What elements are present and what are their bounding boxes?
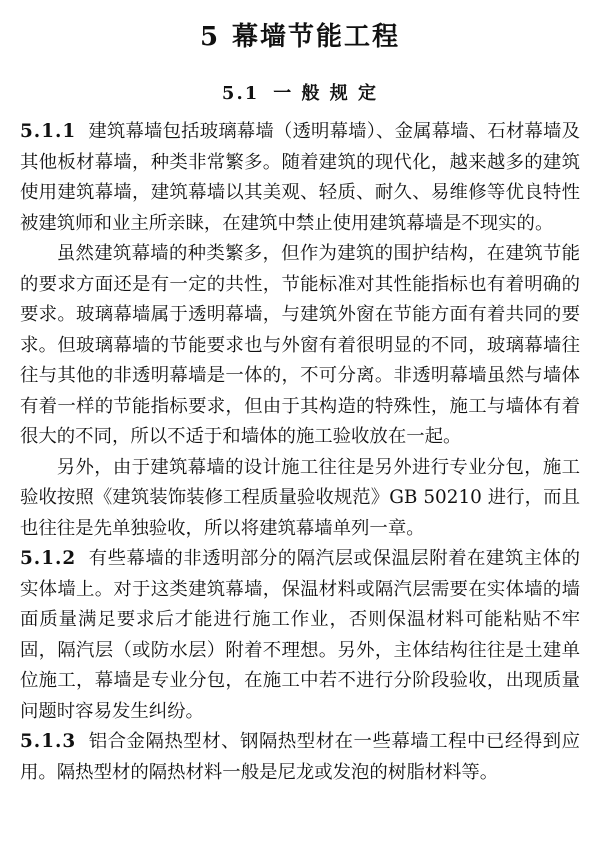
paragraph-text: 虽然建筑幕墙的种类繁多，但作为建筑的围护结构，在建筑节能的要求方面还是有一定的共性，节能标准对其性能指标也有着明确的要求。玻璃幕墙属于透明幕墙，与建筑外窗在节能方面有着共同的要求。但玻璃幕墙的节能要求也与外窗有着很明显的不同，玻璃幕墙往往与其他的非透明幕墙是一体的，不可分离。非透明幕墙虽然与墙体有着一样的节能指标要求，但由于其构造的特殊性，施工与墙体有着很大的不同，所以不适于和墙体的施工验收放在一起。: [20, 243, 580, 447]
clause-text: 建筑幕墙包括玻璃幕墙（透明幕墙）、金属幕墙、石材幕墙及其他板材幕墙，种类非常繁多。随着建筑的现代化，越来越多的建筑使用建筑幕墙，建筑幕墙以其美观、轻质、耐久、易维修等优良特性被建筑师和业主所亲睐，在建筑中禁止使用建筑幕墙是不现实的。: [20, 121, 580, 234]
section-number: 5.1: [221, 83, 260, 104]
clause-text: 铝合金隔热型材、钢隔热型材在一些幕墙工程中已经得到应用。隔热型材的隔热材料一般是尼龙或发泡的树脂材料等。: [20, 731, 580, 783]
clause-5-1-1-paragraph-2: [20, 239, 580, 453]
chapter-title: [20, 18, 580, 56]
section-title-text: 一 般 规 定: [273, 83, 379, 104]
chapter-title-text: 幕墙节能工程: [232, 22, 401, 52]
clause-5-1-1-paragraph-3: [20, 453, 580, 545]
chapter-number: 5: [199, 22, 221, 52]
clause-text: 有些幕墙的非透明部分的隔汽层或保温层附着在建筑主体的实体墙上。对于这类建筑幕墙，保温材料或隔汽层需要在实体墙的墙面质量满足要求后才能进行施工作业，否则保温材料可能粘贴不牢固，隔汽层（或防水层）附着不理想。另外，主体结构往往是土建单位施工，幕墙是专业分包，在施工中若不进行分阶段验收，出现质量问题时容易发生纠纷。: [20, 548, 580, 722]
section-title: [20, 79, 580, 109]
clause-5-1-3: [20, 727, 580, 788]
paragraph-text: 另外，由于建筑幕墙的设计施工往往是另外进行专业分包，施工验收按照《建筑装饰装修工程质量验收规范》GB 50210 进行，而且也往往是先单独验收，所以将建筑幕墙单列一章。: [20, 456, 580, 539]
clause-5-1-2: [20, 544, 580, 727]
clause-number: 5.1.1: [20, 121, 77, 142]
clause-number: 5.1.2: [20, 548, 77, 569]
clause-5-1-1: [20, 117, 580, 239]
clause-number: 5.1.3: [20, 731, 77, 752]
